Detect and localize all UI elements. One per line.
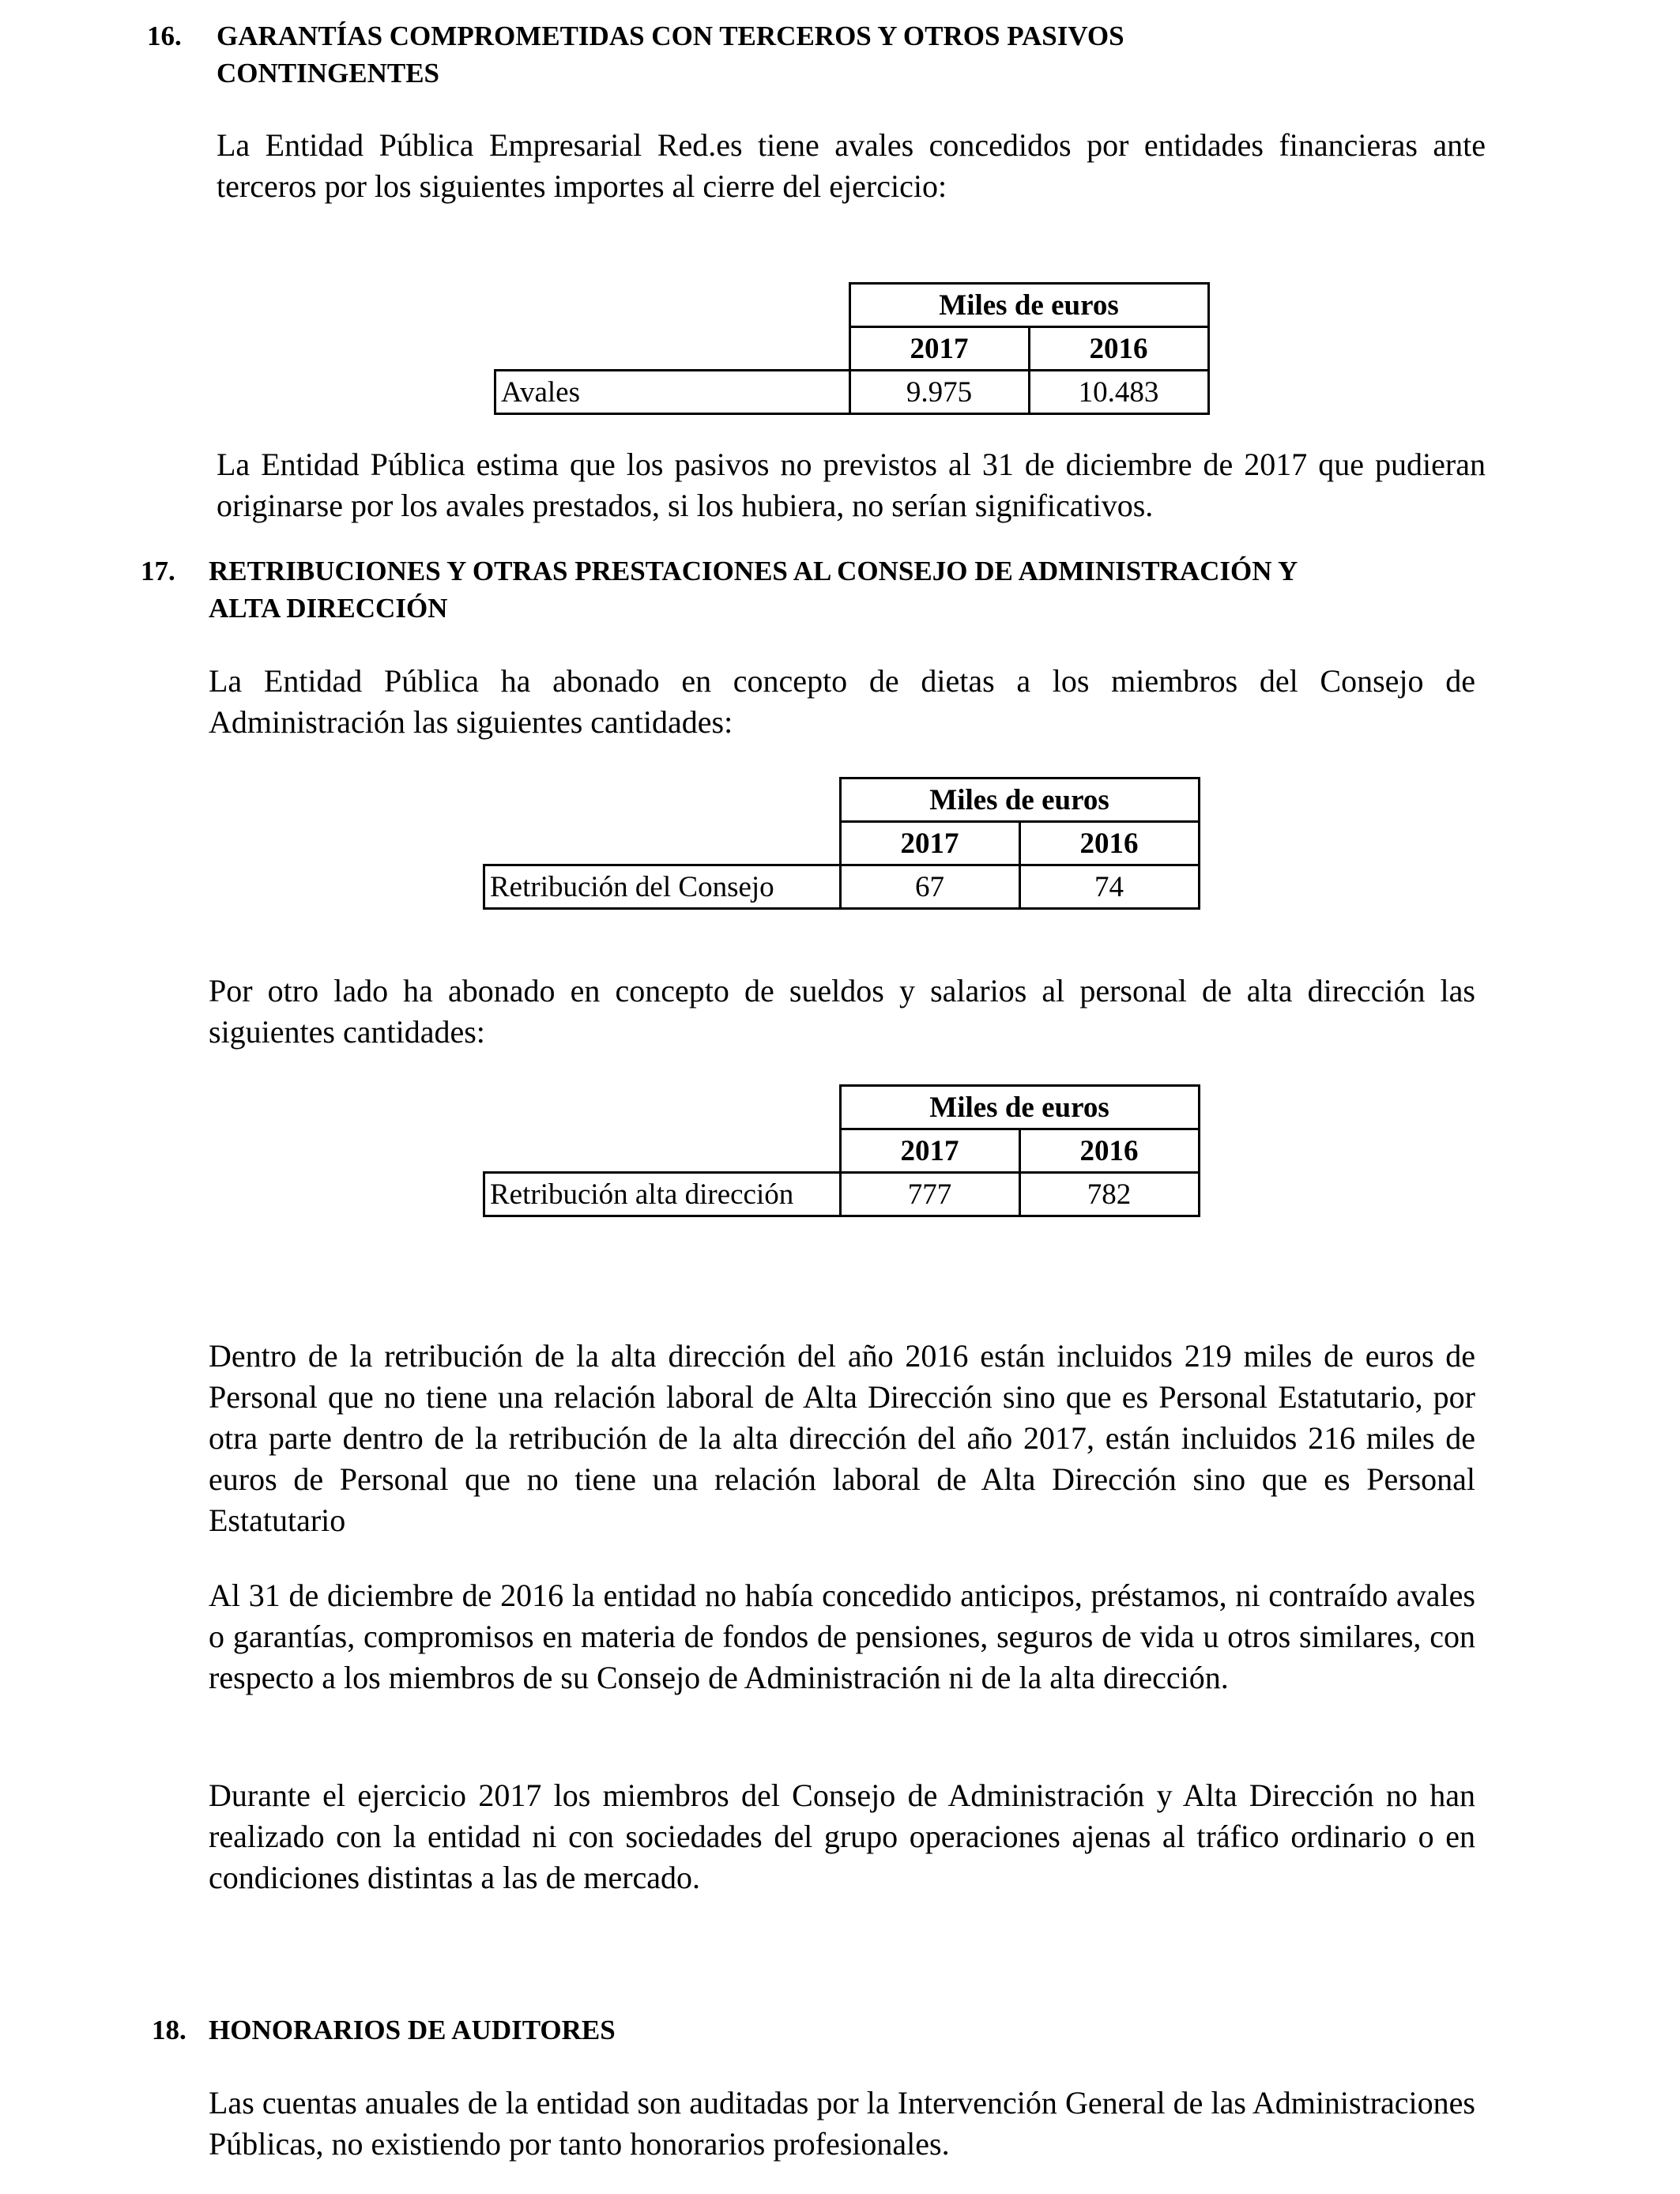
table-row: [484, 1173, 1200, 1216]
year-header-2016: 2016: [1019, 1129, 1199, 1173]
value-2017: 9.975: [849, 371, 1029, 414]
year-header-2017: 2017: [840, 1129, 1019, 1173]
avales-table: [494, 282, 1210, 415]
value-2016: 10.483: [1029, 371, 1208, 414]
section-17-heading: [141, 552, 1524, 627]
unit-header: Miles de euros: [849, 284, 1208, 327]
row-label: Avales: [495, 371, 850, 414]
table-row: [495, 371, 1209, 414]
section-title-line1: HONORARIOS DE AUDITORES: [209, 2015, 616, 2045]
row-label: Retribución del Consejo: [484, 865, 841, 909]
value-2017: 67: [840, 865, 1019, 909]
table-row: [484, 865, 1200, 909]
section-16-heading: [147, 17, 1490, 92]
section-title-line2: CONTINGENTES: [217, 58, 440, 89]
section-16-paragraph-1: La Entidad Pública Empresarial Red.es tiene avales concedidos por entidades financieras ante terceros por los siguientes importes al cierre del ejercicio:: [217, 127, 1486, 204]
section-18-paragraph-1: Las cuentas anuales de la entidad son auditadas por la Intervención General de las Administraciones Públicas, no existiendo por tanto honorarios profesionales.: [209, 2085, 1475, 2162]
section-number: 18.: [152, 2015, 186, 2045]
unit-header: Miles de euros: [840, 1086, 1199, 1129]
section-number: 17.: [141, 556, 175, 586]
section-title-line2: ALTA DIRECCIÓN: [209, 593, 448, 624]
year-header-2017: 2017: [840, 822, 1019, 865]
value-2016: 782: [1019, 1173, 1199, 1216]
section-number: 16.: [147, 21, 182, 51]
section-17-paragraph-5: Durante el ejercicio 2017 los miembros del Consejo de Administración y Alta Dirección no han realizado con la entidad ni con sociedades del grupo operaciones ajenas al tráfico ordinario o en condiciones distintas a las de mercado.: [209, 1777, 1475, 1895]
alta-direccion-table: [483, 1084, 1200, 1217]
value-2016: 74: [1019, 865, 1199, 909]
section-17-paragraph-4: Al 31 de diciembre de 2016 la entidad no había concedido anticipos, préstamos, ni contraído avales o garantías, compromisos en materia de fondos de pensiones, seguros de vida u otros similares, con respecto a los miembros de su Consejo de Administración ni de la alta dirección.: [209, 1578, 1475, 1695]
year-header-2016: 2016: [1019, 822, 1199, 865]
section-17-paragraph-3: Dentro de la retribución de la alta dirección del año 2016 están incluidos 219 miles de euros de Personal que no tiene una relación laboral de Alta Dirección sino que es Personal Estatutario, por otra parte dentro de la retribución de la alta dirección del año 2017, están incluidos 216 miles de euros de Personal que no tiene una relación laboral de Alta Dirección sino que es Personal Estatutario: [209, 1338, 1475, 1538]
consejo-table: [483, 777, 1200, 910]
section-title-line1: RETRIBUCIONES Y OTRAS PRESTACIONES AL CONSEJO DE ADMINISTRACIÓN Y: [209, 556, 1298, 586]
section-17-paragraph-2: Por otro lado ha abonado en concepto de sueldos y salarios al personal de alta dirección las siguientes cantidades:: [209, 973, 1475, 1050]
year-header-2016: 2016: [1029, 327, 1208, 371]
unit-header: Miles de euros: [840, 778, 1199, 822]
section-18-heading: [152, 2011, 1416, 2049]
section-16-paragraph-2: La Entidad Pública estima que los pasivos no previstos al 31 de diciembre de 2017 que pudieran originarse por los avales prestados, si los hubiera, no serían significativos.: [217, 447, 1486, 523]
row-label: Retribución alta dirección: [484, 1173, 841, 1216]
section-title-line1: GARANTÍAS COMPROMETIDAS CON TERCEROS Y OTROS PASIVOS: [217, 21, 1124, 51]
section-17-paragraph-1: La Entidad Pública ha abonado en concepto de dietas a los miembros del Consejo de Administración las siguientes cantidades:: [209, 663, 1475, 740]
value-2017: 777: [840, 1173, 1019, 1216]
year-header-2017: 2017: [849, 327, 1029, 371]
